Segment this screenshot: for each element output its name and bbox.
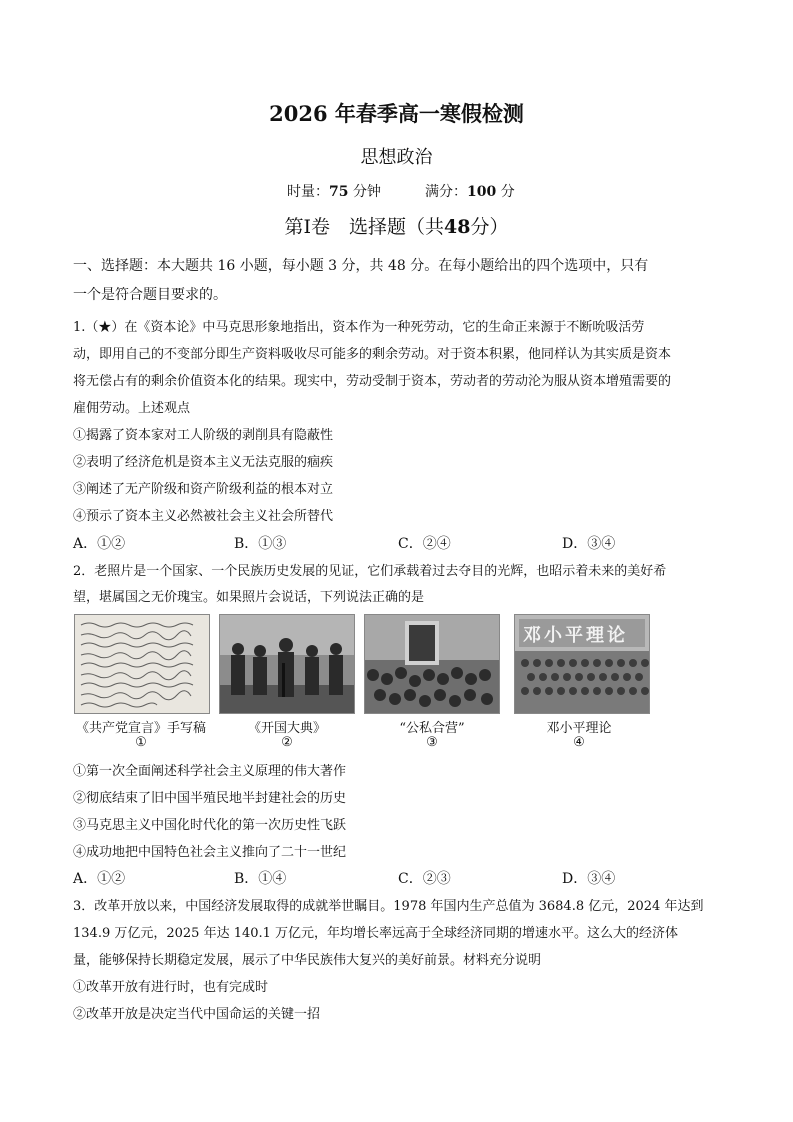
section-title-num: 48 <box>444 216 471 238</box>
photo-number-2: ② <box>281 735 293 750</box>
founding-ceremony-photo <box>219 614 355 714</box>
q3-line: 3．改革开放以来，中国经济发展取得的成就举世瞩目。1978 年国内生产总值为 3684.8 亿元，2024 年达到 <box>73 899 704 914</box>
instructions-line-2: 一个是符合题目要求的。 <box>73 287 227 303</box>
deng-theory-photo <box>514 614 650 714</box>
joint-operation-photo <box>364 614 500 714</box>
q1-statement: ④预示了资本主义必然被社会主义社会所替代 <box>73 509 334 524</box>
q2-statement: ④成功地把中国特色社会主义推向了二十一世纪 <box>73 845 347 860</box>
q1-option-a: A．①② <box>73 536 126 552</box>
photo-number-4: ④ <box>573 735 585 750</box>
photo-number-1: ① <box>135 735 147 750</box>
parade-sign-text: 邓小平理论 <box>523 625 628 646</box>
section-title-post: 分） <box>470 216 509 238</box>
photo-caption-2: 《开国大典》 <box>247 721 326 736</box>
q2-statement: ③马克思主义中国化时代化的第一次历史性飞跃 <box>73 818 347 833</box>
q1-line: 1.（★）在《资本论》中马克思形象地指出，资本作为一种死劳动，它的生命正来源于不断吮吸活劳 <box>73 320 645 335</box>
q2-statement: ①第一次全面阐述科学社会主义原理的伟大著作 <box>73 764 347 779</box>
section-title-pre: 第Ⅰ卷 选择题（共 <box>284 216 445 238</box>
photo-caption-1: 《共产党宣言》手写稿 <box>75 721 206 736</box>
q1-option-d: D．③④ <box>562 536 616 552</box>
subject-title: 思想政治 <box>360 147 433 168</box>
q3-line: 量，能够保持长期稳定发展，展示了中华民族伟大复兴的美好前景。材料充分说明 <box>73 953 542 968</box>
q3-statement: ①改革开放有进行时，也有完成时 <box>73 980 269 995</box>
q1-statement: ②表明了经济危机是资本主义无法克服的痼疾 <box>73 455 334 470</box>
instructions-line-1: 一、选择题：本大题共 16 小题，每小题 3 分，共 48 分。在每小题给出的四个选项中，只有 <box>73 258 649 274</box>
q2-line: 望，堪属国之无价瑰宝。如果照片会说话，下列说法正确的是 <box>73 590 425 605</box>
q2-line: 2．老照片是一个国家、一个民族历史发展的见证，它们承载着过去夺目的光辉，也昭示着未来的美好希 <box>73 564 667 579</box>
q2-option-a: A．①② <box>73 871 126 887</box>
q1-option-c: C．②④ <box>398 536 451 552</box>
q1-line: 雇佣劳动。上述观点 <box>73 401 191 416</box>
time-unit: 分钟 <box>352 184 381 200</box>
score-value: 100 <box>467 184 497 200</box>
q1-statement: ③阐述了无产阶级和资产阶级利益的根本对立 <box>73 482 334 497</box>
q3-statement: ②改革开放是决定当代中国命运的关键一招 <box>73 1007 321 1022</box>
q2-option-d: D．③④ <box>562 871 616 887</box>
q1-line: 将无偿占有的剩余价值资本化的结果。现实中，劳动受制于资本，劳动者的劳动沦为服从资本增殖需要的 <box>73 374 672 389</box>
photo-number-3: ③ <box>426 735 438 750</box>
q2-option-b: B．①④ <box>234 871 287 887</box>
q1-option-b: B．①③ <box>234 536 287 552</box>
photo-caption-3: “公私合营” <box>399 721 465 736</box>
section-title <box>0 212 793 239</box>
manuscript-scribble <box>75 615 209 713</box>
q1-line: 动，即用自己的不变部分即生产资料吸收尽可能多的剩余劳动。对于资本积累，他同样认为其实质是资本 <box>73 347 672 362</box>
manuscript-photo <box>74 614 210 714</box>
score-info <box>425 181 515 201</box>
score-label: 满分： <box>425 184 467 200</box>
q2-statement: ②彻底结束了旧中国半殖民地半封建社会的历史 <box>73 791 347 806</box>
photo-caption-4: 邓小平理论 <box>546 721 612 736</box>
time-label: 时量： <box>287 184 329 200</box>
time-info <box>287 181 381 201</box>
score-unit: 分 <box>500 184 515 200</box>
q1-statement: ①揭露了资本家对工人阶级的剥削具有隐蔽性 <box>73 428 334 443</box>
joint-operation-crowd <box>365 615 499 713</box>
q3-line: 134.9 万亿元，2025 年达 140.1 万亿元，年均增长率远高于全球经济同期的增速水平。这么大的经济体 <box>73 926 679 941</box>
founding-ceremony-figures <box>220 615 354 713</box>
q2-option-c: C．②③ <box>398 871 451 887</box>
time-value: 75 <box>329 184 349 200</box>
exam-title: 2026 年春季高一寒假检测 <box>269 101 524 126</box>
